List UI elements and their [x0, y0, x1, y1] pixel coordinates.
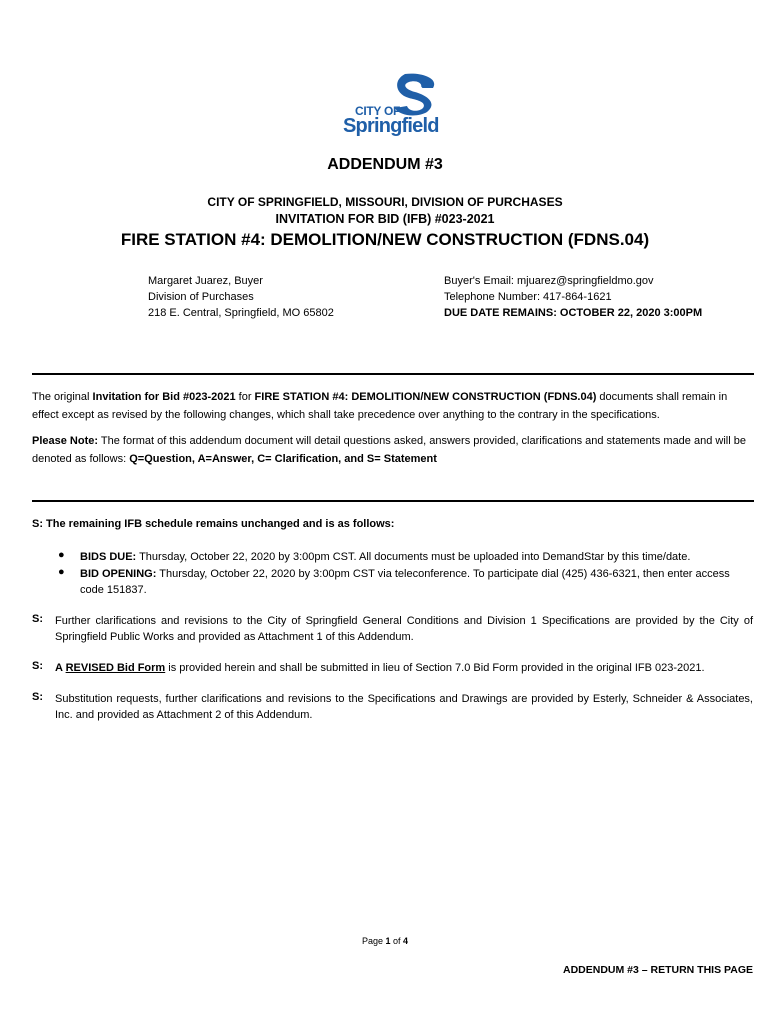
statement-label: S: — [32, 613, 43, 625]
buyer-name: Margaret Juarez, Buyer — [148, 275, 263, 287]
bid-opening-item: BID OPENING: Thursday, October 22, 2020 by 3:00pm CST via teleconference. To participate dial (425) 436-6321, then enter access code 151837. — [80, 568, 730, 596]
return-page-note: ADDENDUM #3 – RETURN THIS PAGE — [563, 964, 753, 976]
divider-top — [32, 373, 754, 375]
bullet-icon: ● — [58, 549, 65, 561]
statement-label: S: — [32, 660, 43, 672]
due-date: DUE DATE REMAINS: OCTOBER 22, 2020 3:00PM — [444, 307, 703, 319]
schedule-heading: S: The remaining IFB schedule remains unchanged and is as follows: — [32, 518, 395, 530]
city-logo — [343, 70, 443, 140]
statement-3: Substitution requests, further clarifications and revisions to the Specifications and Drawings are provided by Esterly, Schneider & Associates, Inc. and provided as Attachment 2 of this Addendum. — [55, 693, 753, 721]
buyer-phone: Telephone Number: 417-864-1621 — [444, 291, 612, 303]
header-line-3: FIRE STATION #4: DEMOLITION/NEW CONSTRUCTION (FDNS.04) — [120, 230, 650, 249]
header-line-2: INVITATION FOR BID (IFB) #023-2021 — [275, 212, 495, 226]
document-title: ADDENDUM #3 — [327, 156, 443, 173]
statement-label: S: — [32, 691, 43, 703]
page-number: Page 1 of 4 — [361, 936, 409, 946]
statement-2: A REVISED Bid Form is provided herein and shall be submitted in lieu of Section 7.0 Bid Form provided in the original IFB 023-2021. — [55, 662, 705, 674]
intro-paragraph: The original Invitation for Bid #023-2021 for FIRE STATION #4: DEMOLITION/NEW CONSTRUCTION (FDNS.04) documents shall remain in effect except as revised by the following changes, which shall take precedence over anything to the contrary in the specifications. — [32, 391, 728, 421]
buyer-address: 218 E. Central, Springfield, MO 65802 — [148, 307, 334, 319]
bullet-icon: ● — [58, 566, 65, 578]
note-paragraph: Please Note: The format of this addendum document will detail questions asked, answers provided, clarifications and statements made and will be denoted as follows: Q=Question, A=Answer, C= Clarification, and S= Statement — [32, 435, 746, 465]
bids-due-item: BIDS DUE: Thursday, October 22, 2020 by 3:00pm CST. All documents must be uploaded into DemandStar by this time/date. — [80, 551, 691, 563]
header-line-1: CITY OF SPRINGFIELD, MISSOURI, DIVISION OF PURCHASES — [207, 195, 563, 209]
buyer-contact-left — [148, 273, 334, 321]
buyer-contact-right — [444, 273, 702, 321]
logo-springfield: Springfield — [343, 115, 439, 137]
buyer-division: Division of Purchases — [148, 291, 254, 303]
divider-middle — [32, 500, 754, 502]
statement-1: Further clarifications and revisions to the City of Springfield General Conditions and Division 1 Specifications are provided by the City of Springfield Public Works and provided as Attachment 1 of this Addendum. — [55, 615, 753, 643]
logo-city-of: CITY OF — [355, 104, 401, 118]
buyer-email: Buyer's Email: mjuarez@springfieldmo.gov — [444, 275, 654, 287]
